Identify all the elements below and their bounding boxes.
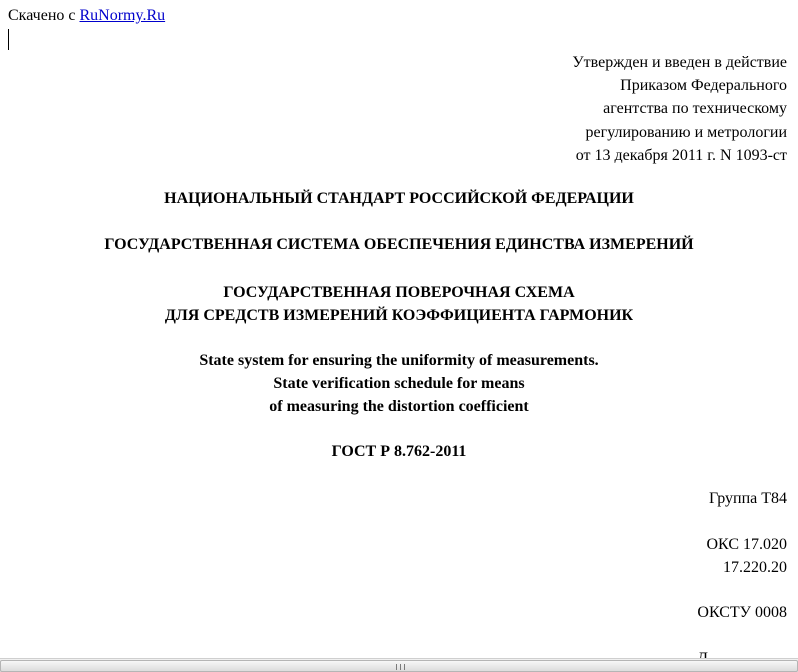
approval-line: агентства по техническому	[603, 100, 787, 118]
group-code: Группа Т84	[708, 490, 787, 507]
english-title-line: State system for ensuring the uniformity of measurements.	[199, 352, 599, 369]
oks-code	[707, 534, 788, 579]
approval-line: от 13 декабря 2011 г. N 1093-ст	[575, 146, 787, 164]
grip-icon	[396, 664, 405, 670]
english-title	[0, 349, 798, 418]
oks-line: 17.220.20	[723, 558, 787, 576]
source-line	[8, 6, 165, 26]
approval-line: Приказом Федерального	[620, 77, 787, 95]
text-cursor	[8, 29, 9, 50]
verification-schema-title	[0, 281, 798, 327]
approval-block	[367, 51, 787, 167]
approval-line: регулированию и метрологии	[585, 123, 787, 141]
english-title-line: of measuring the distortion coefficient	[269, 398, 529, 415]
source-prefix: Скачено с	[8, 7, 76, 24]
runormy-link[interactable]: RuNormy.Ru	[79, 7, 166, 24]
oks-line: ОКС 17.020	[706, 536, 787, 553]
national-standard-heading: НАЦИОНАЛЬНЫЙ СТАНДАРТ РОССИЙСКОЙ ФЕДЕРАЦИИ	[164, 190, 634, 207]
schema-title-line: ДЛЯ СРЕДСТВ ИЗМЕРЕНИЙ КОЭФФИЦИЕНТА ГАРМОНИК	[164, 307, 634, 324]
english-title-line: State verification schedule for means	[273, 375, 525, 392]
gost-number: ГОСТ Р 8.762-2011	[331, 443, 467, 460]
approval-line: Утвержден и введен в действие	[572, 54, 787, 71]
scrollbar-thumb[interactable]	[0, 660, 798, 672]
horizontal-scrollbar[interactable]	[0, 658, 798, 672]
schema-title-line: ГОСУДАРСТВЕННАЯ ПОВЕРОЧНАЯ СХЕМА	[223, 284, 575, 301]
okstu-code: ОКСТУ 0008	[697, 604, 787, 621]
gsi-heading: ГОСУДАРСТВЕННАЯ СИСТЕМА ОБЕСПЕЧЕНИЯ ЕДИНСТВА ИЗМЕРЕНИЙ	[104, 236, 694, 253]
